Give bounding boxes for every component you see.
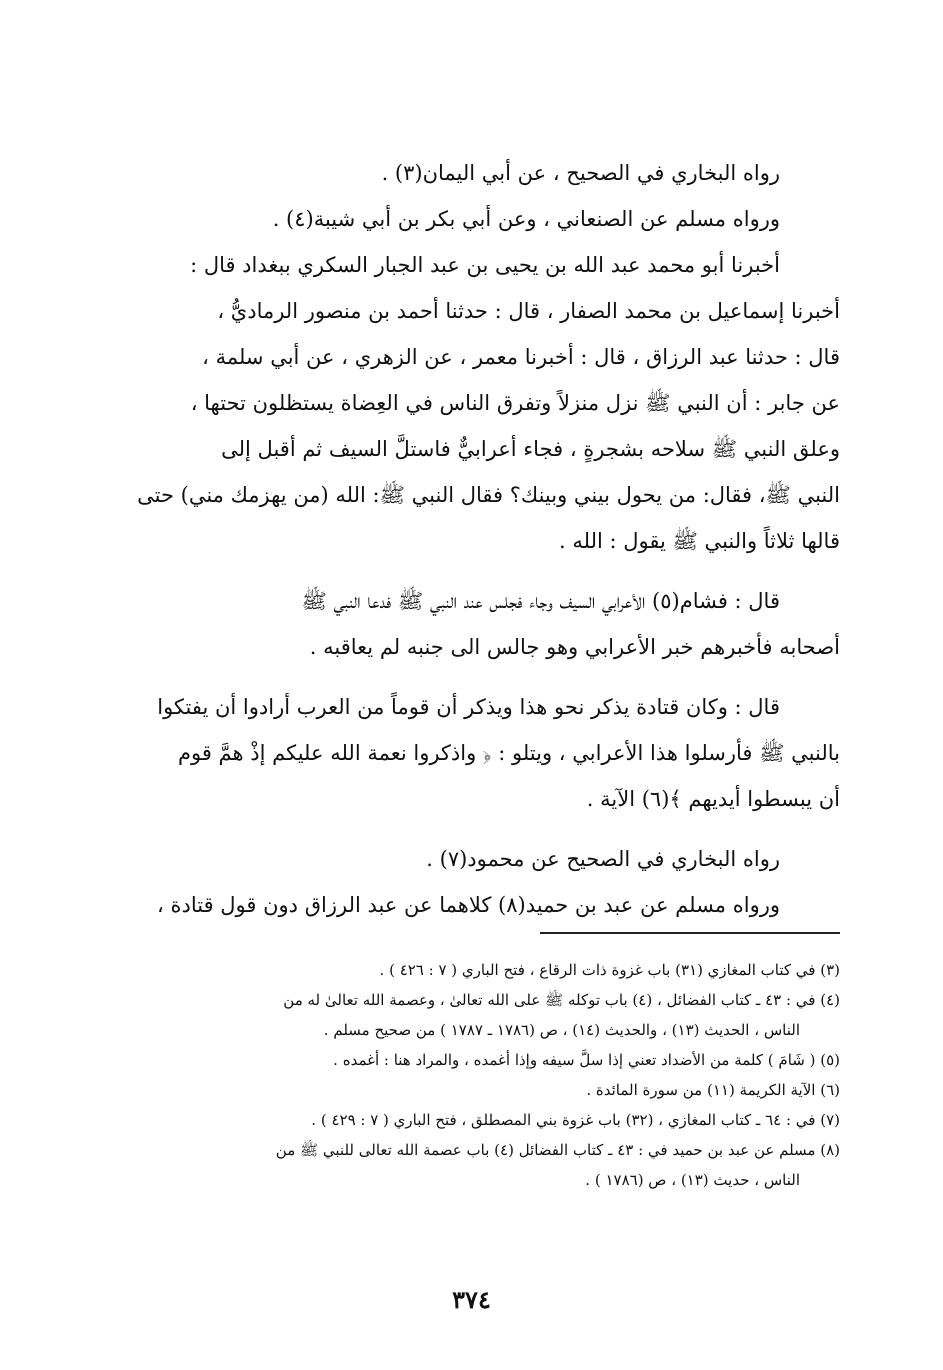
paragraph-gap [100,564,840,578]
text-line: النبي ﷺ، فقال: من يحول بيني وبينك؟ فقال النبي ﷺ: الله (من يهزمك مني) حتى [137,483,840,507]
text-line: أخبرنا أبو محمد عبد الله بن يحيى بن عبد الجبار السكري ببغداد قال : [190,253,780,277]
text-line: وعلق النبي ﷺ سلاحه بشجرةٍ ، فجاء أعرابيٌّ فاستلَّ السيف ثم أقبل إلى [221,437,840,461]
text-line: ورواه مسلم عن الصنعاني ، وعن أبي بكر بن أبي شيبة(٤) . [272,207,780,231]
footnotes [100,955,840,1195]
text-line: قال : وكان قتادة يذكر نحو هذا ويذكر أن قوماً من العرب أرادوا أن يفتكوا [157,695,780,719]
text-line: أن يبسطوا أيديهم ﴾(٦) الآية . [586,787,840,811]
text-line: بالنبي ﷺ فأرسلوا هذا الأعرابي ، ويتلو : ﴿ واذكروا نعمة الله عليكم إذْ همَّ قوم [177,741,840,765]
footnote-divider [540,932,840,934]
footnote-line: الناس ، الحديث (١٣) ، والحديث (١٤) ، ص (١٧٨٦ ـ ١٧٨٧ ) من صحيح مسلم . [323,1021,800,1039]
text-line: عن جابر : أن النبي ﷺ نزل منزلاً وتفرق الناس في العِضاة يستظلون تحتها ، [190,391,840,415]
text-line: ورواه مسلم عن عبد بن حميد(٨) كلاهما عن عبد الرزاق دون قول قتادة ، [157,893,780,917]
footnote-line: (٧) في : ٦٤ ـ كتاب المغازي ، (٣٢) باب غزوة بني المصطلق ، فتح الباري ( ٧ : ٤٢٩ ) . [311,1111,840,1129]
text-line: أصحابه فأخبرهم خبر الأعرابي وهو جالس الى جنبه لم يعاقبه . [309,635,840,659]
footnote-line: (٤) في : ٤٣ ـ كتاب الفضائل ، (٤) باب توكله ﷺ على الله تعالىٰ ، وعصمة الله تعالىٰ له من [283,991,840,1009]
footnote-line: (٦) الآية الكريمة (١١) من سورة المائدة . [586,1081,840,1099]
text-line: رواه البخاري في الصحيح عن محمود(٧) . [426,847,780,871]
text-line: رواه البخاري في الصحيح ، عن أبي اليمان(٣) . [381,161,780,185]
footnote-line: (٥) ( شَامَ ) كلمة من الأضداد تعني إذا سلَّ سيفه وإذا أغمده ، والمراد هنا : أغمده . [333,1051,840,1069]
footnote-line: (٣) في كتاب المغازي (٣١) باب غزوة ذات الرقاع ، فتح الباري ( ٧ : ٤٢٦ ) . [379,961,840,979]
footnote-line: الناس ، حديث (١٣) ، ص (١٧٨٦ ) . [585,1171,800,1189]
paragraph-gap [100,670,840,684]
text-line: قال : حدثنا عبد الرزاق ، قال : أخبرنا معمر ، عن الزهري ، عن أبي سلمة ، [202,345,840,369]
text-line: قال : فشام(٥) الأعرابي السيف وجاء فجلس عند النبي ﷺ فدعا النبي ﷺ [301,589,780,613]
text-line: قالها ثلاثاً والنبي ﷺ يقول : الله . [559,529,840,553]
text-line: أخبرنا إسماعيل بن محمد الصفار ، قال : حدثنا أحمد بن منصور الرماديُّ ، [217,299,840,323]
page-number: ٣٧٤ [452,1285,491,1314]
main-text [100,150,840,928]
footnote-line: (٨) مسلم عن عبد بن حميد في : ٤٣ ـ كتاب الفضائل (٤) باب عصمة الله تعالى للنبي ﷺ من [275,1141,840,1159]
paragraph-gap [100,822,840,836]
